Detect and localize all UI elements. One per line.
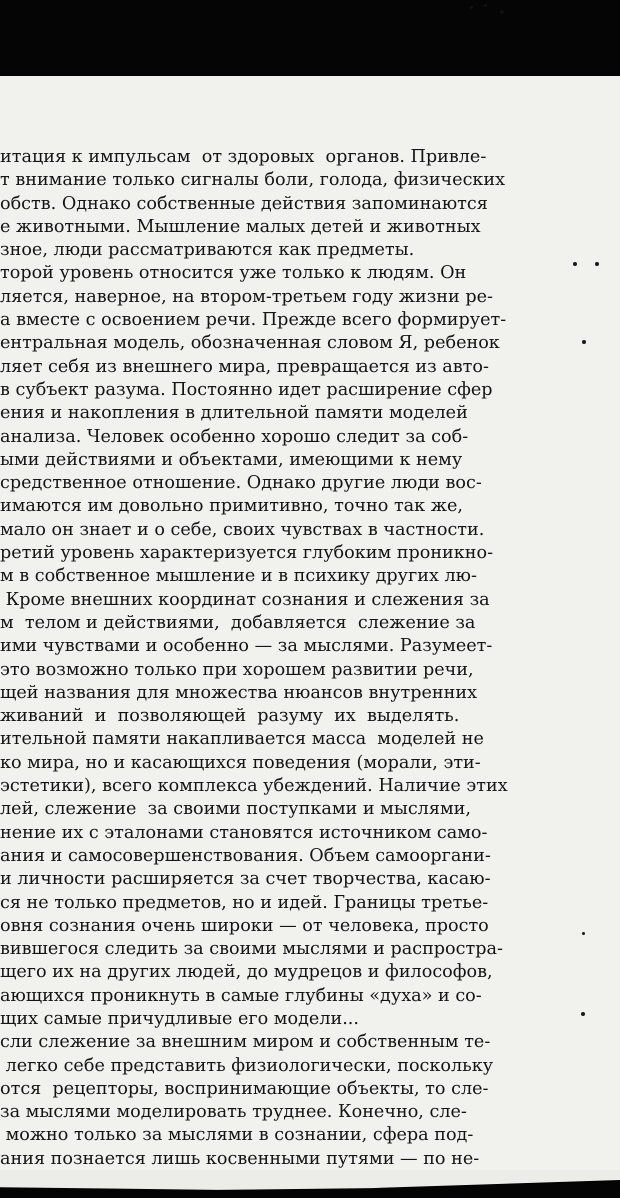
dust-specks [470, 4, 510, 16]
text-line: обств. Однако собственные действия запоминаются [0, 193, 488, 214]
text-line: вившегося следить за своими мыслями и распростра- [0, 939, 503, 960]
text-line: мало он знает и о себе, своих чувствах в частности. [0, 519, 485, 540]
text-line: ания и самосовершенствования. Объем самооргани- [0, 845, 491, 866]
text-line: ся не только предметов, но и идей. Границы третье- [0, 892, 489, 913]
text-line: сли слежение за внешним миром и собственным те- [0, 1032, 491, 1053]
text-line: а вместе с освоением речи. Прежде всего формирует- [0, 310, 507, 331]
text-line: ающихся проникнуть в самые глубины «духа» и со- [0, 985, 482, 1006]
text-line: и личности расширяется за счет творчества, касаю- [0, 869, 491, 890]
text-line: щей названия для множества нюансов внутренних [0, 682, 478, 703]
text-line: зное, люди рассматриваются как предметы. [0, 240, 415, 261]
text-line: в субъект разума. Постоянно идет расширение сфер [0, 379, 493, 400]
text-line: можно только за мыслями в сознании, сфера под- [0, 1125, 474, 1146]
text-line: ительной памяти накапливается масса моделей не [0, 729, 484, 750]
text-line: за мыслями моделировать труднее. Конечно, сле- [0, 1102, 467, 1123]
text-line: ими чувствами и особенно — за мыслями. Разумеет- [0, 636, 493, 657]
margin-marks [540, 0, 620, 1198]
text-line: щего их на других людей, до мудрецов и философов, [0, 962, 493, 983]
text-line: лей, слежение за своими поступками и мыслями, [0, 799, 471, 820]
text-line: ентральная модель, обозначенная словом Я, ребенок [0, 333, 500, 354]
text-line: живаний и позволяющей разуму их выделять. [0, 706, 460, 727]
text-line: анализа. Человек особенно хорошо следит за соб- [0, 426, 469, 447]
text-line: щих самые причудливые его модели... [0, 1008, 359, 1029]
body-text-column [0, 146, 530, 1171]
text-line: ретий уровень характеризуется глубоким проникно- [0, 543, 494, 564]
text-line: е животными. Мышление малых детей и животных [0, 216, 481, 237]
text-line: ения и накопления в длительной памяти моделей [0, 403, 468, 424]
text-line: ляется, наверное, на втором-третьем году жизни ре- [0, 286, 493, 307]
text-line: это возможно только при хорошем развитии речи, [0, 659, 474, 680]
text-line: имаются им довольно примитивно, точно так же, [0, 496, 463, 517]
text-line: эстетики), всего комплекса убеждений. Наличие этих [0, 776, 508, 797]
text-line: ыми действиями и объектами, имеющими к нему [0, 449, 463, 470]
text-line: т внимание только сигналы боли, голода, физических [0, 170, 506, 191]
text-line: Кроме внешних координат сознания и слежения за [0, 589, 490, 610]
text-line: ания познается лишь косвенными путями — по не- [0, 1148, 480, 1169]
text-line: нение их с эталонами становятся источником само- [0, 822, 488, 843]
text-line: отся рецепторы, воспринимающие объекты, то сле- [0, 1078, 489, 1099]
text-line: овня сознания очень широки — от человека, просто [0, 915, 489, 936]
text-line: торой уровень относится уже только к людям. Он [0, 263, 467, 284]
scan-top-edge [0, 0, 620, 76]
text-line: м телом и действиями, добавляется слежение за [0, 612, 476, 633]
text-line: итация к импульсам от здоровых органов. Привле- [0, 147, 487, 167]
text-line: средственное отношение. Однако другие люди вос- [0, 473, 482, 494]
text-line: легко себе представить физиологически, поскольку [0, 1055, 494, 1076]
text-line: ляет себя из внешнего мира, превращается из авто- [0, 356, 489, 377]
text-line: ко мира, но и касающихся поведения (морали, эти- [0, 752, 481, 773]
text-line: м в собственное мышление и в психику других лю- [0, 566, 477, 587]
